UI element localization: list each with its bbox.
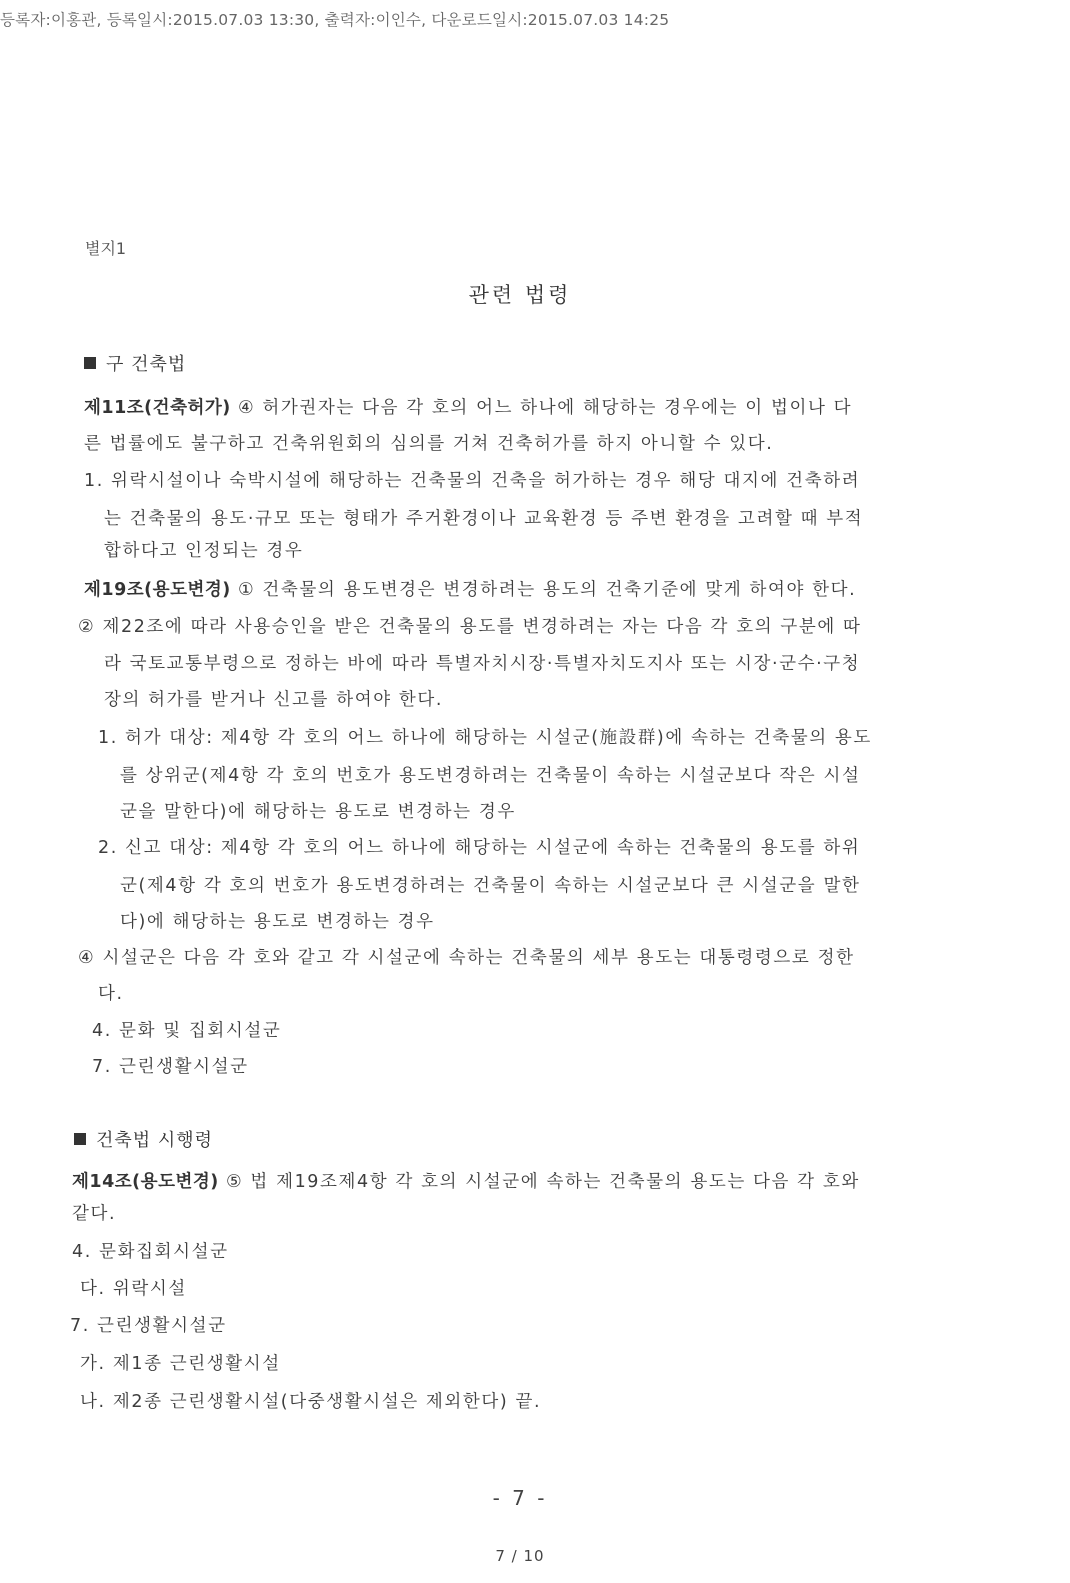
decree-item-4-da: 다. 위락시설 [80,1279,187,1299]
article-11-text: ④ 허가권자는 다음 각 호의 어느 하나에 해당하는 경우에는 이 법이나 다 [230,398,853,418]
square-bullet-icon [74,1133,86,1145]
article-19-sub-2-line-3: 다)에 해당하는 용도로 변경하는 경우 [120,912,435,932]
article-19-sub-2-line-2: 군(제4항 각 호의 번호가 용도변경하려는 건축물이 속하는 시설군보다 큰 시설군을 말한 [120,876,861,896]
article-11-item-1-line-2: 는 건축물의 용도·규모 또는 형태가 주거환경이나 교육환경 등 주변 환경을 고려할 때 부적 [104,509,864,529]
article-19-sub-1-line-2: 를 상위군(제4항 각 호의 번호가 용도변경하려는 건축물이 속하는 시설군보다 작은 시설 [120,766,861,786]
article-19-paragraph-1 [84,576,856,601]
article-19-title: 제19조(용도변경) [84,580,231,600]
article-19-p4-item-4: 4. 문화 및 집회시설군 [92,1021,282,1041]
article-19-p1-text: ① 건축물의 용도변경은 변경하려는 용도의 건축기준에 맞게 하여야 한다. [230,580,857,600]
article-19-p2-line-3: 장의 허가를 받거나 신고를 하여야 한다. [104,690,444,710]
document-title: 관련 법령 [468,283,572,307]
decree-item-7-na: 나. 제2종 근린생활시설(다중생활시설은 제외한다) 끝. [80,1392,542,1412]
decree-item-7-ga: 가. 제1종 근린생활시설 [80,1354,281,1374]
square-bullet-icon [84,357,96,369]
article-14-text: ⑤ 법 제19조제4항 각 호의 시설군에 속하는 건축물의 용도는 다음 각 호와 [218,1172,860,1192]
article-19-sub-1-line-3: 군을 말한다)에 해당하는 용도로 변경하는 경우 [120,802,516,822]
section-heading-enforcement-decree [74,1126,213,1152]
article-11-title: 제11조(건축허가) [84,398,231,418]
decree-item-7: 7. 근린생활시설군 [70,1316,227,1336]
section-heading-old-building-act [84,350,186,376]
article-14-line-2: 같다. [72,1204,117,1224]
page-number: - 7 - [492,1486,548,1510]
article-11-item-1-line-1: 1. 위락시설이나 숙박시설에 해당하는 건축물의 건축을 허가하는 경우 해당 대지에 건축하려 [84,471,861,491]
download-meta-header: 등록자:이홍관, 등록일시:2015.07.03 13:30, 출력자:이인수, 다운로드일시:2015.07.03 14:25 [0,11,670,29]
annex-label: 별지1 [85,239,127,258]
section-heading-text: 구 건축법 [106,354,187,375]
section-heading-text: 건축법 시행령 [96,1130,214,1151]
article-19-p4-item-7: 7. 근린생활시설군 [92,1057,249,1077]
decree-item-4: 4. 문화집회시설군 [72,1242,229,1262]
article-19-p4-line-2: 다. [98,984,124,1004]
article-19-p4-line-1: ④ 시설군은 다음 각 호와 같고 각 시설군에 속하는 건축물의 세부 용도는 대통령령으로 정한 [78,948,855,968]
page-count: 7 / 10 [495,1547,545,1565]
article-11-item-1-line-3: 합하다고 인정되는 경우 [104,541,304,561]
article-14-title: 제14조(용도변경) [72,1172,219,1192]
article-19-sub-1-line-1: 1. 허가 대상: 제4항 각 호의 어느 하나에 해당하는 시설군(施設群)에 속하는 건축물의 용도 [98,728,872,748]
article-19-p2-line-1: ② 제22조에 따라 사용승인을 받은 건축물의 용도를 변경하려는 자는 다음 각 호의 구분에 따 [78,617,862,637]
article-14-line-1 [72,1168,860,1193]
article-11-line-2: 른 법률에도 불구하고 건축위원회의 심의를 거쳐 건축허가를 하지 아니할 수 있다. [84,434,774,454]
article-19-p2-line-2: 라 국토교통부령으로 정하는 바에 따라 특별자치시장·특별자치도지사 또는 시장·군수·구청 [104,654,861,674]
article-19-sub-2-line-1: 2. 신고 대상: 제4항 각 호의 어느 하나에 해당하는 시설군에 속하는 건축물의 용도를 하위 [98,838,861,858]
article-11-line-1 [84,394,852,419]
